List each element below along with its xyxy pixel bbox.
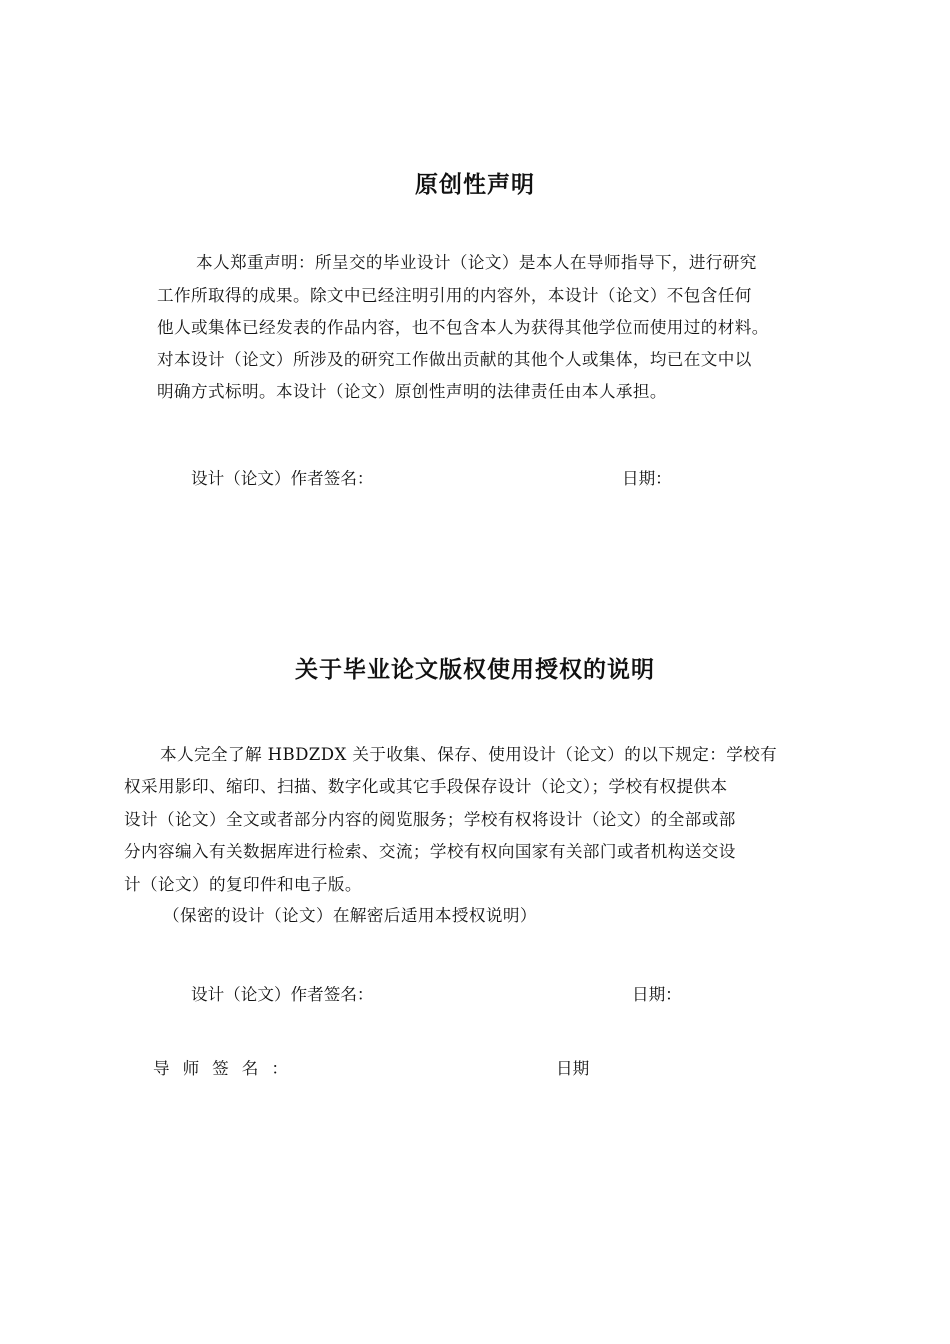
confidential-note: （保密的设计（论文）在解密后适用本授权说明） xyxy=(163,906,537,925)
authorization-date-label: 日期： xyxy=(632,985,682,1004)
originality-paragraph-line-2: 工作所取得的成果。除文中已经注明引用的内容外，本设计（论文）不包含任何 xyxy=(157,286,752,305)
originality-paragraph-line-5: 明确方式标明。本设计（论文）原创性声明的法律责任由本人承担。 xyxy=(157,382,667,401)
originality-date-label: 日期： xyxy=(622,469,672,488)
authorization-paragraph-line-1: 本人完全了解 HBDZDX 关于收集、保存、使用设计（论文）的以下规定：学校有 xyxy=(160,745,778,764)
originality-paragraph-line-4: 对本设计（论文）所涉及的研究工作做出贡献的其他个人或集体，均已在文中以 xyxy=(157,350,752,369)
authorization-paragraph-line-5: 计（论文）的复印件和电子版。 xyxy=(124,875,362,894)
advisor-date-label: 日期 xyxy=(556,1059,590,1078)
authorization-paragraph-line-2: 权采用影印、缩印、扫描、数字化或其它手段保存设计（论文）；学校有权提供本 xyxy=(124,777,728,796)
authorization-paragraph-line-3: 设计（论文）全文或者部分内容的阅览服务；学校有权将设计（论文）的全部或部 xyxy=(124,810,736,829)
originality-statement-title: 原创性声明 xyxy=(415,172,535,198)
authorization-paragraph-line-4: 分内容编入有关数据库进行检索、交流；学校有权向国家有关部门或者机构送交设 xyxy=(124,842,736,861)
originality-author-signature-label: 设计（论文）作者签名： xyxy=(191,469,374,488)
authorization-author-signature-label: 设计（论文）作者签名： xyxy=(191,985,374,1004)
originality-paragraph-line-1: 本人郑重声明：所呈交的毕业设计（论文）是本人在导师指导下，进行研究 xyxy=(196,253,757,272)
advisor-signature-label: 导师签名： xyxy=(153,1059,301,1078)
originality-paragraph-line-3: 他人或集体已经发表的作品内容，也不包含本人为获得其他学位而使用过的材料。 xyxy=(157,318,769,337)
copyright-authorization-title: 关于毕业论文版权使用授权的说明 xyxy=(295,657,655,683)
